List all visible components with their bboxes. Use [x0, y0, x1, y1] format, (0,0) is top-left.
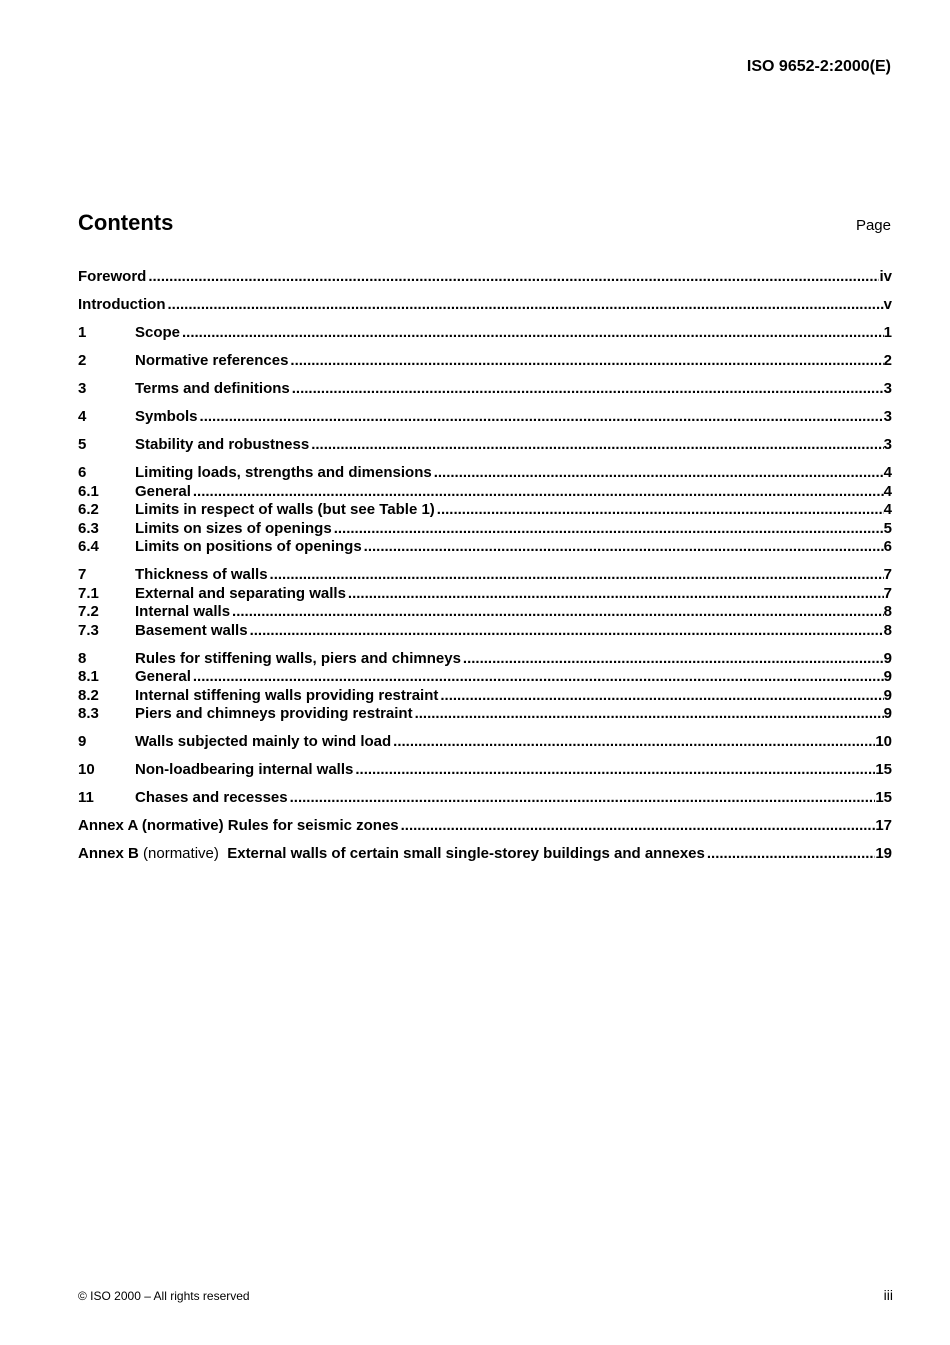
toc-entry-3[interactable] — [78, 380, 892, 399]
dot-leader — [250, 622, 884, 641]
dot-leader — [167, 296, 883, 315]
dot-leader — [193, 668, 884, 687]
toc-entry-title: External and separating walls — [135, 584, 346, 602]
toc-entry-number: 6.4 — [78, 538, 99, 555]
toc-entry-page: v — [883, 296, 892, 313]
toc-entry-number: 6.3 — [78, 519, 99, 537]
annex-title: External walls of certain small single-storey buildings and annexes — [227, 845, 705, 862]
dot-leader — [401, 817, 876, 836]
toc-entry-page: 9 — [883, 705, 892, 722]
toc-group — [78, 650, 892, 724]
toc-entry-8-3[interactable] — [78, 705, 892, 724]
toc-entry-10[interactable] — [78, 761, 892, 780]
toc-entry-title: Annex A (normative) Rules for seismic zones — [78, 817, 399, 834]
toc-entry-7-3[interactable] — [78, 622, 892, 641]
toc-entry-introduction[interactable] — [78, 296, 892, 315]
toc-entry-8-2[interactable] — [78, 687, 892, 706]
page-number: iii — [883, 1287, 893, 1303]
dot-leader — [434, 464, 884, 483]
contents-heading: Contents — [78, 210, 174, 235]
toc-entry-page: 10 — [875, 733, 892, 750]
toc-entry-title: Limits in respect of walls (but see Table 1) — [135, 501, 435, 518]
toc-entry-number: 2 — [78, 352, 87, 369]
dot-leader — [355, 761, 875, 780]
toc-entry-page: 3 — [883, 436, 892, 453]
toc-entry-7[interactable] — [78, 566, 892, 585]
dot-leader — [707, 845, 875, 864]
toc-entry-page: 7 — [883, 584, 892, 602]
toc-entry-number: 7.2 — [78, 603, 99, 620]
toc-entry-title: Foreword — [78, 268, 147, 285]
toc-entry-title: Piers and chimneys providing restraint — [135, 705, 413, 722]
copyright-notice: © ISO 2000 – All rights reserved — [78, 1289, 250, 1303]
toc-entry-7-2[interactable] — [78, 603, 892, 622]
toc-entry-title: General — [135, 668, 191, 685]
toc-entry-page: 9 — [883, 686, 892, 704]
toc-entry-number: 6.2 — [78, 501, 99, 518]
toc-entry-6-2[interactable] — [78, 501, 892, 520]
toc-entry-page: iv — [879, 268, 892, 285]
toc-entry-title: Thickness of walls — [135, 566, 268, 583]
toc-entry-number: 9 — [78, 733, 87, 750]
toc-group — [78, 324, 892, 343]
toc-group — [78, 464, 892, 557]
toc-entry-number: 6 — [78, 464, 87, 481]
toc-entry-page: 15 — [875, 789, 892, 806]
dot-leader — [270, 566, 884, 585]
dot-leader — [200, 408, 884, 427]
toc-group — [78, 268, 892, 287]
toc-entry-number: 10 — [78, 761, 95, 778]
dot-leader — [193, 483, 884, 502]
toc-group — [78, 761, 892, 780]
page-column-label: Page — [855, 217, 891, 234]
toc-group — [78, 436, 892, 455]
toc-entry-page: 4 — [883, 482, 892, 500]
annex-label: Annex B — [78, 845, 139, 862]
dot-leader — [437, 501, 884, 520]
dot-leader — [393, 733, 875, 752]
toc-entry-page: 2 — [883, 352, 892, 369]
toc-entry-title: Symbols — [135, 408, 198, 425]
toc-entry-page: 5 — [883, 519, 892, 537]
toc-entry-number: 7 — [78, 566, 87, 583]
toc-group — [78, 789, 892, 808]
toc-entry-foreword[interactable] — [78, 268, 892, 287]
table-of-contents — [78, 268, 892, 873]
toc-entry-6-3[interactable] — [78, 520, 892, 539]
dot-leader — [290, 789, 876, 808]
toc-entry-title: Introduction — [78, 296, 166, 313]
toc-entry-8-1[interactable] — [78, 668, 892, 687]
toc-entry-title: General — [135, 482, 191, 500]
dot-leader — [311, 436, 883, 455]
toc-entry-title: Rules for stiffening walls, piers and chimneys — [135, 649, 461, 667]
toc-group — [78, 845, 892, 864]
dot-leader — [440, 687, 883, 706]
toc-entry-number: 8 — [78, 649, 87, 667]
toc-entry-page: 1 — [883, 324, 892, 341]
toc-entry-7-1[interactable] — [78, 585, 892, 604]
toc-entry-number: 8.2 — [78, 686, 99, 704]
toc-entry-number: 4 — [78, 408, 87, 425]
dot-leader — [182, 324, 884, 343]
toc-entry-title: Internal walls — [135, 603, 231, 620]
toc-entry-6-1[interactable] — [78, 483, 892, 502]
toc-entry-annex-a[interactable] — [78, 817, 892, 836]
toc-entry-page: 6 — [883, 538, 892, 555]
toc-entry-number: 7.3 — [78, 621, 99, 639]
toc-entry-title: Non-loadbearing internal walls — [135, 761, 354, 778]
toc-entry-number: 5 — [78, 436, 87, 453]
toc-entry-page: 7 — [883, 566, 892, 583]
toc-entry-page: 4 — [883, 501, 892, 518]
dot-leader — [415, 705, 884, 724]
toc-entry-title: Basement walls — [135, 621, 248, 639]
document-id: ISO 9652-2:2000(E) — [746, 58, 891, 75]
toc-entry-page: 8 — [883, 621, 892, 639]
toc-entry-title: Limits on sizes of openings — [135, 519, 332, 537]
toc-entry-title: Chases and recesses — [135, 789, 288, 806]
toc-entry-page: 3 — [883, 380, 892, 397]
toc-entry-page: 19 — [875, 845, 892, 862]
dot-leader — [290, 352, 883, 371]
toc-group — [78, 352, 892, 371]
toc-entry-number: 7.1 — [78, 584, 99, 602]
toc-entry-page: 3 — [883, 408, 892, 425]
toc-entry-6-4[interactable] — [78, 538, 892, 557]
toc-entry-9[interactable] — [78, 733, 892, 752]
toc-entry-4[interactable] — [78, 408, 892, 427]
dot-leader — [364, 538, 884, 557]
toc-entry-number: 3 — [78, 380, 87, 397]
toc-entry-11[interactable] — [78, 789, 892, 808]
toc-entry-number: 6.1 — [78, 482, 99, 500]
toc-entry-title: Walls subjected mainly to wind load — [135, 733, 392, 750]
toc-entry-page: 17 — [875, 817, 892, 834]
toc-entry-number: 11 — [78, 789, 94, 806]
toc-entry-title: Limits on positions of openings — [135, 538, 362, 555]
toc-entry-page: 8 — [883, 603, 892, 620]
toc-entry-page: 9 — [883, 668, 892, 685]
toc-entry-page: 9 — [883, 649, 892, 667]
toc-entry-title — [78, 845, 705, 864]
toc-entry-1[interactable] — [78, 324, 892, 343]
toc-group — [78, 296, 892, 315]
toc-entry-8[interactable] — [78, 650, 892, 669]
dot-leader — [292, 380, 884, 399]
toc-entry-page: 15 — [875, 761, 892, 778]
toc-entry-number: 1 — [78, 324, 87, 341]
toc-group — [78, 817, 892, 836]
toc-entry-2[interactable] — [78, 352, 892, 371]
dot-leader — [348, 585, 884, 604]
toc-entry-page: 4 — [883, 464, 892, 481]
toc-entry-title: Scope — [135, 324, 181, 341]
dot-leader — [463, 650, 884, 669]
toc-group — [78, 380, 892, 399]
toc-entry-5[interactable] — [78, 436, 892, 455]
dot-leader — [232, 603, 884, 622]
toc-entry-6[interactable] — [78, 464, 892, 483]
toc-entry-title: Internal stiffening walls providing restraint — [135, 686, 439, 704]
toc-entry-number: 8.1 — [78, 668, 99, 685]
toc-entry-title: Stability and robustness — [135, 436, 310, 453]
annex-qualifier: (normative) — [143, 845, 219, 862]
toc-entry-number: 8.3 — [78, 705, 99, 722]
toc-group — [78, 733, 892, 752]
toc-group — [78, 408, 892, 427]
toc-group — [78, 566, 892, 640]
toc-entry-title: Terms and definitions — [135, 380, 290, 397]
dot-leader — [334, 520, 884, 539]
toc-entry-title: Limiting loads, strengths and dimensions — [135, 464, 432, 481]
toc-entry-annex-b[interactable] — [78, 845, 892, 864]
dot-leader — [148, 268, 879, 287]
toc-entry-title: Normative references — [135, 352, 289, 369]
